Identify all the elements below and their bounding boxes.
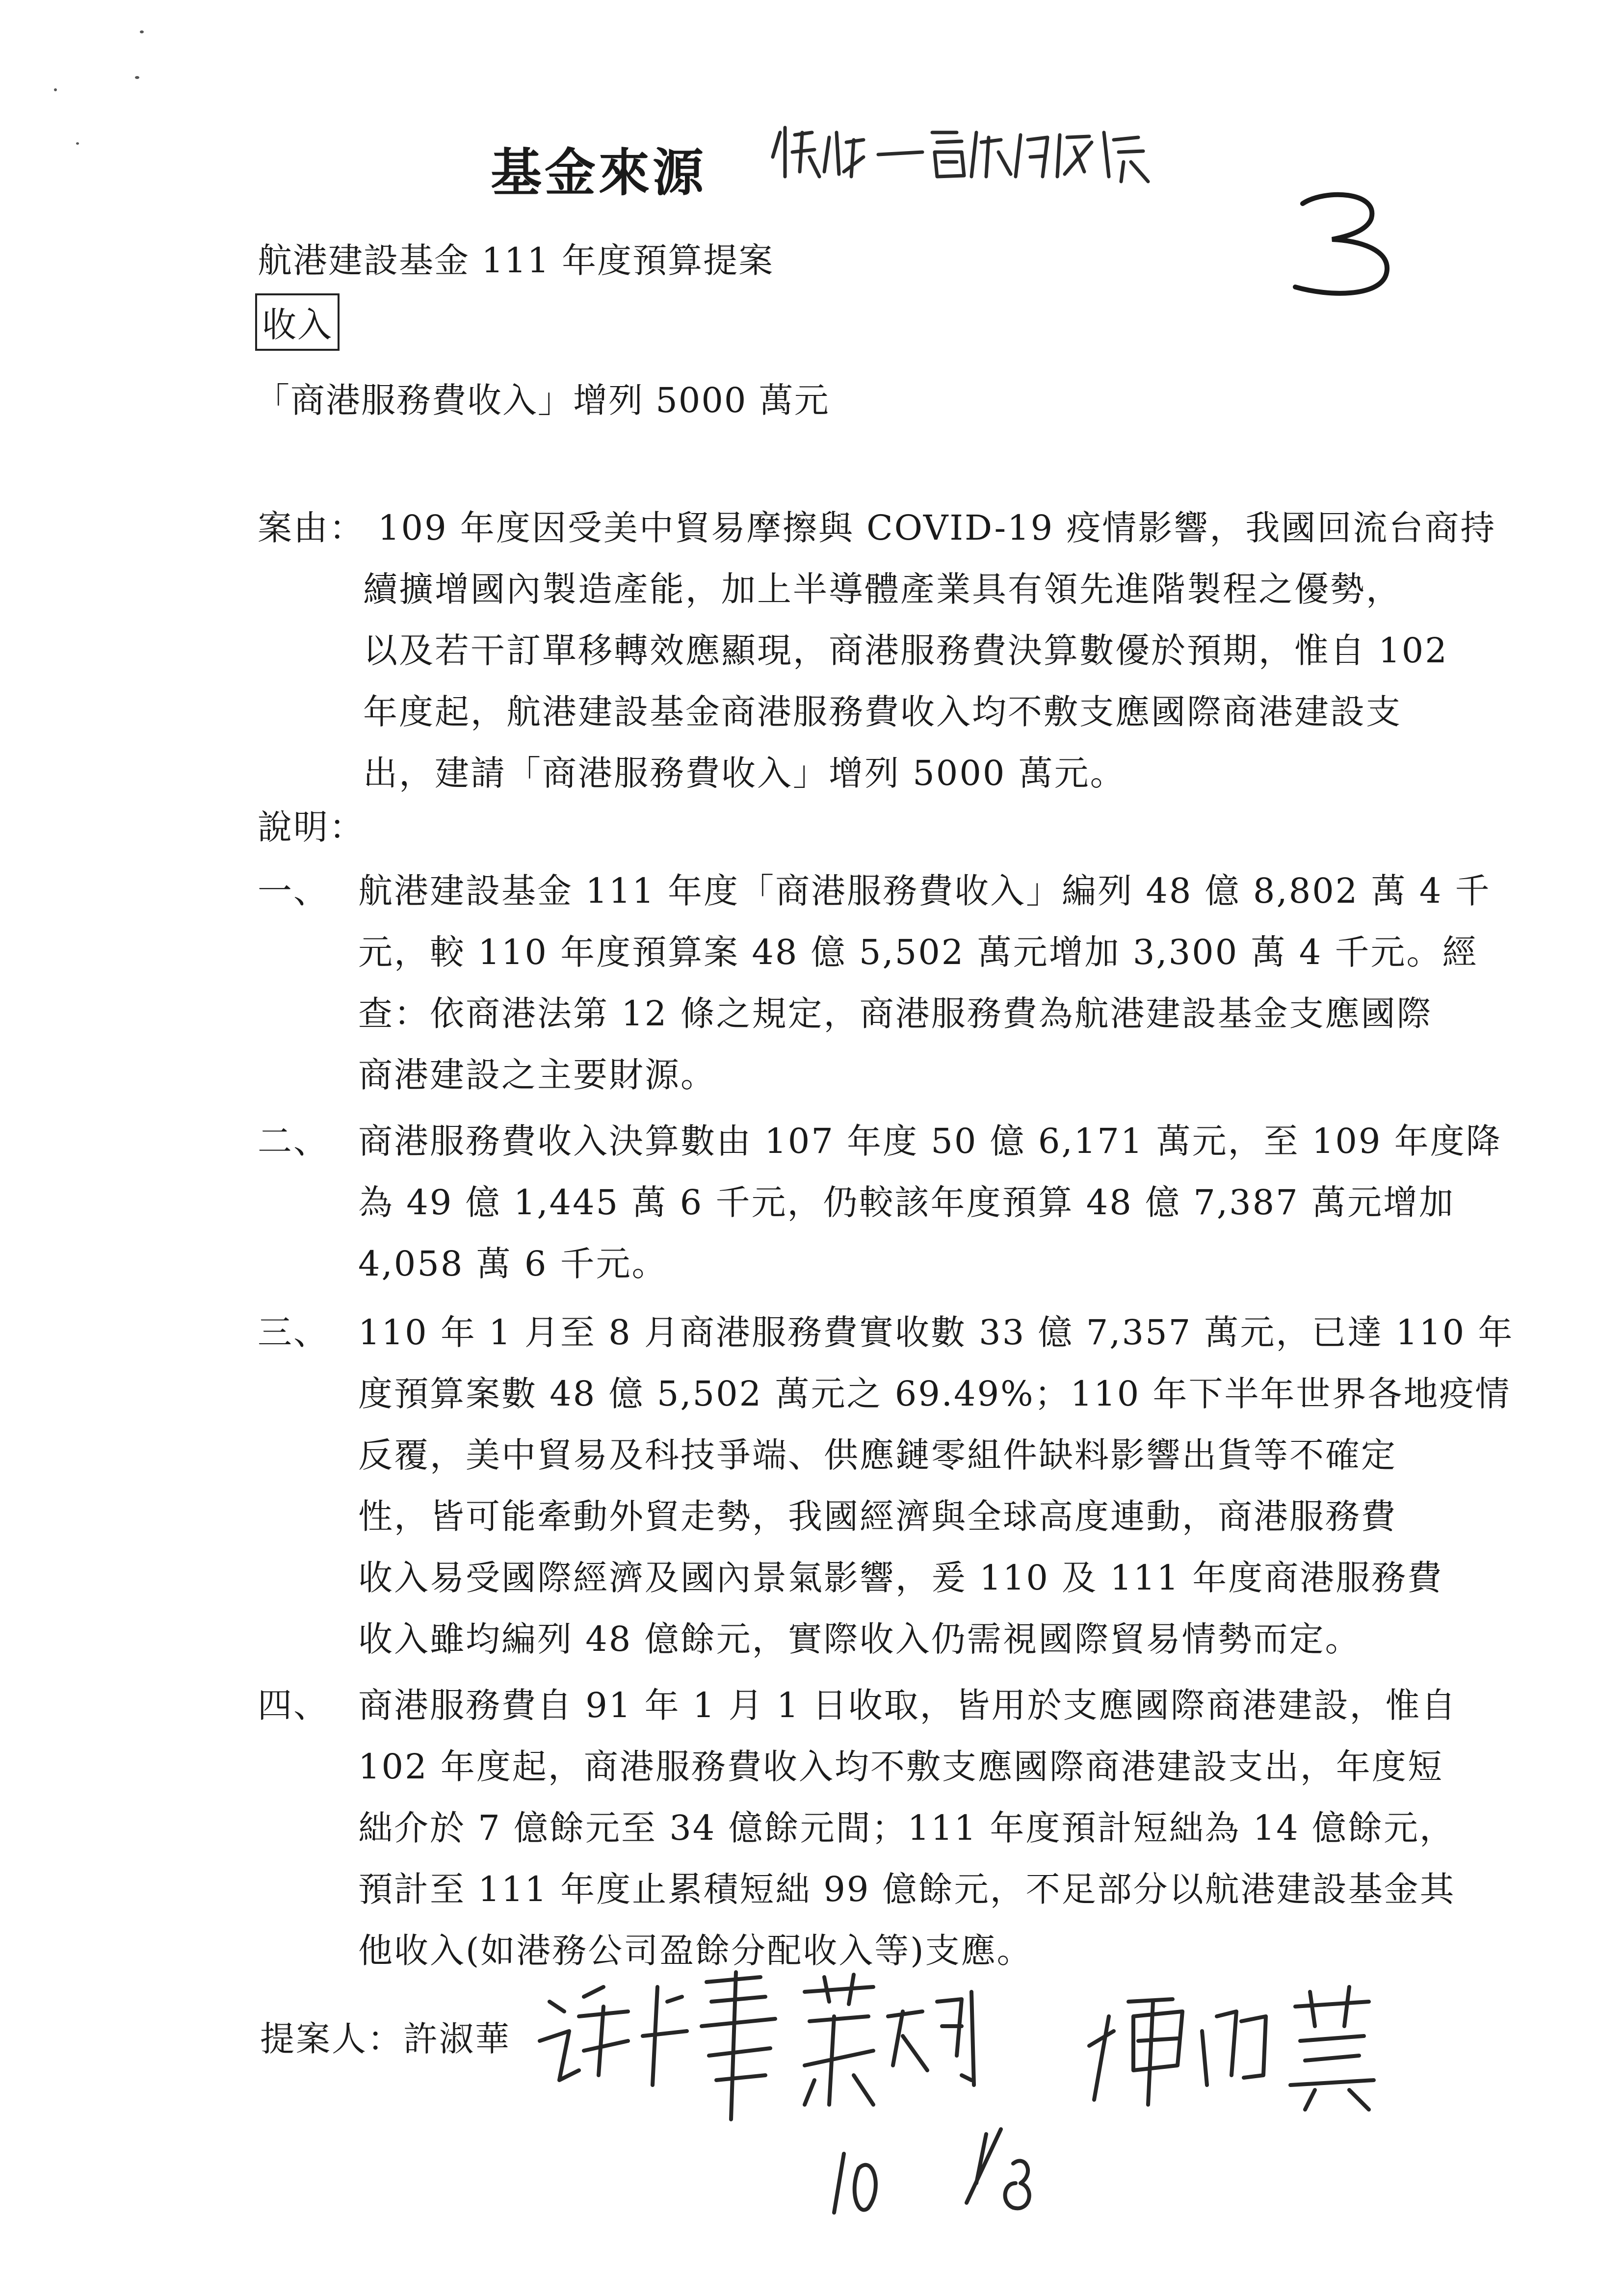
reason-line: 續擴增國內製造產能，加上半導體產業具有領先進階製程之優勢， (363, 569, 1402, 609)
explanation-label: 說明： (258, 807, 365, 847)
item-line: 商港服務費收入決算數由 107 年度 50 億 6,171 萬元，至 109 年度降 (358, 1121, 1502, 1161)
item-line: 性，皆可能牽動外貿走勢，我國經濟與全球高度連動，商港服務費 (358, 1496, 1397, 1537)
item-number: 二、 (258, 1121, 329, 1161)
item-line: 預計至 111 年度止累積短絀 99 億餘元，不足部分以航港建設基金其 (358, 1869, 1456, 1909)
scan-speck (135, 76, 139, 79)
item-line: 110 年 1 月至 8 月商港服務費實收數 33 億 7,357 萬元，已達 110 年 (358, 1312, 1514, 1353)
reason-line: 以及若干訂單移轉效應顯現，商港服務費決算數優於預期，惟自 102 (363, 630, 1448, 671)
item-line: 商港服務費自 91 年 1 月 1 日收取，皆用於支應國際商港建設，惟自 (358, 1685, 1457, 1725)
item-line: 為 49 億 1,445 萬 6 千元，仍較該年度預算 48 億 7,387 萬元增加 (358, 1182, 1455, 1223)
item-line: 絀介於 7 億餘元至 34 億餘元間；111 年度預計短絀為 14 億餘元， (358, 1808, 1456, 1848)
handwritten-annotation (765, 113, 1168, 191)
fund-proposal-line: 航港建設基金 111 年度預算提案 (258, 240, 774, 281)
item-line: 收入易受國際經濟及國內景氣影響，爰 110 及 111 年度商港服務費 (358, 1558, 1443, 1598)
item-line: 商港建設之主要財源。 (358, 1055, 716, 1095)
item-number: 四、 (258, 1685, 329, 1725)
item-number: 三、 (258, 1312, 329, 1353)
reason-label: 案由： (258, 508, 365, 548)
proposer-label: 提案人：許淑華 (260, 2019, 511, 2059)
item-line: 元，較 110 年度預算案 48 億 5,502 萬元增加 3,300 萬 4 千元。經 (358, 932, 1478, 972)
scan-speck (76, 142, 79, 145)
document-title: 基金來源 (491, 142, 707, 203)
budget-item: 「商港服務費收入」增列 5000 萬元 (255, 380, 830, 420)
item-line: 航港建設基金 111 年度「商港服務費收入」編列 48 億 8,802 萬 4 千 (358, 871, 1491, 911)
scan-speck (140, 30, 144, 33)
item-line: 他收入(如港務公司盈餘分配收入等)支應。 (358, 1931, 1033, 1971)
item-line: 度預算案數 48 億 5,502 萬元之 69.49%；110 年下半年世界各地疫情 (358, 1374, 1511, 1414)
item-line: 4,058 萬 6 千元。 (358, 1244, 668, 1284)
category-box: 收入 (255, 293, 340, 351)
item-number: 一、 (258, 871, 329, 911)
handwritten-page-number (1285, 182, 1408, 309)
reason-line: 年度起，航港建設基金商港服務費收入均不敷支應國際商港建設支 (363, 692, 1402, 732)
item-line: 反覆，美中貿易及科技爭端、供應鏈零組件缺料影響出貨等不確定 (358, 1435, 1397, 1475)
reason-line: 109 年度因受美中貿易摩擦與 COVID-19 疫情影響，我國回流台商持 (378, 508, 1496, 548)
item-line: 收入雖均編列 48 億餘元，實際收入仍需視國際貿易情勢而定。 (358, 1619, 1361, 1659)
reason-line: 出，建請「商港服務費收入」增列 5000 萬元。 (363, 753, 1126, 793)
scan-speck (54, 88, 57, 91)
handwritten-signatures (530, 1957, 1447, 2232)
item-line: 查：依商港法第 12 條之規定，商港服務費為航港建設基金支應國際 (358, 993, 1433, 1034)
item-line: 102 年度起，商港服務費收入均不敷支應國際商港建設支出，年度短 (358, 1747, 1443, 1787)
